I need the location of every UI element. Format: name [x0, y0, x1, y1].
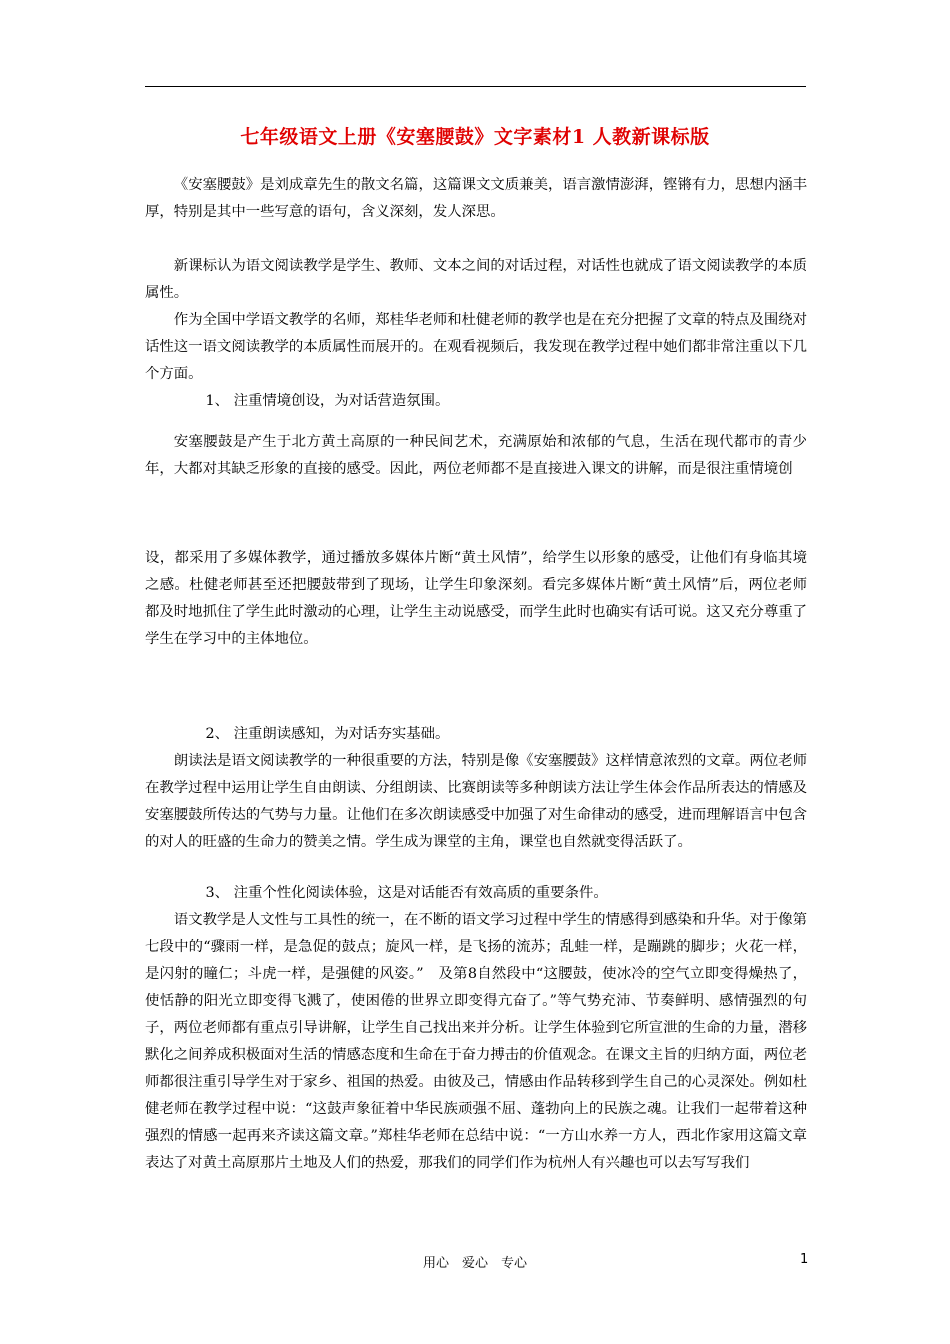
- paragraph-intro: 《安塞腰鼓》是刘成章先生的散文名篇，这篇课文文质兼美，语言激情澎湃，铿锵有力，思想内涵丰厚，特别是其中一些写意的语句，含义深刻，发人深思。: [145, 177, 807, 220]
- section-heading-2: 2、 注重朗读感知，为对话夯实基础。: [205, 726, 450, 742]
- paragraph-teachers: 作为全国中学语文教学的名师，郑桂华老师和杜健老师的教学也是在充分把握了文章的特点及围绕对话性这一语文阅读教学的本质属性而展开的。在观看视频后，我发现在教学过程中她们都非常注重以下几个方面。: [145, 312, 807, 382]
- paragraph-multimedia: 设，都采用了多媒体教学，通过播放多媒体片断“黄土风情”，给学生以形象的感受，让他们有身临其境之感。杜健老师甚至还把腰鼓带到了现场，让学生印象深刻。看完多媒体片断“黄土风情”后，两位老师都及时地抓住了学生此时激动的心理，让学生主动说感受，而学生此时也确实有话可说。这又充分尊重了学生在学习中的主体地位。: [145, 550, 807, 647]
- section-heading-1: 1、 注重情境创设，为对话营造氛围。: [205, 393, 450, 409]
- page-number: 1: [800, 1252, 809, 1267]
- paragraph-reading: 朗读法是语文阅读教学的一种很重要的方法，特别是像《安塞腰鼓》这样情意浓烈的文章。两位老师在教学过程中运用让学生自由朗读、分组朗读、比赛朗读等多种朗读方法让学生体会作品所表达的情感及安塞腰鼓所传达的气势与力量。让他们在多次朗读感受中加强了对生命律动的感受，进而理解语言中包含的对人的旺盛的生命力的赞美之情。学生成为课堂的主角，课堂也自然就变得活跃了。: [145, 753, 807, 850]
- document-body: [145, 172, 807, 1177]
- footer-slogan: 用心 爱心 专心: [422, 1256, 527, 1271]
- header-rule: [145, 86, 806, 87]
- paragraph-curriculum: 新课标认为语文阅读教学是学生、教师、文本之间的对话过程，对话性也就成了语文阅读教学的本质属性。: [145, 258, 807, 301]
- document-title: 七年级语文上册《安塞腰鼓》文字素材1 人教新课标版: [240, 126, 710, 148]
- paragraph-experience: 语文教学是人文性与工具性的统一，在不断的语文学习过程中学生的情感得到感染和升华。对于像第七段中的“骤雨一样，是急促的鼓点；旋风一样，是飞扬的流苏；乱蛙一样，是蹦跳的脚步；火花一样，是闪射的瞳仁；斗虎一样，是强健的风姿。” 及第8自然段中“这腰鼓，使冰冷的空气立即变得燥热了，使恬静的阳光立即变得飞溅了，使困倦的世界立即变得亢奋了。”等气势充沛、节奏鲜明、感情强烈的句子，两位老师都有重点引导讲解，让学生自己找出来并分析。让学生体验到它所宣泄的生命的力量，潜移默化之间养成积极面对生活的情感态度和生命在于奋力搏击的价值观念。在课文主旨的归纳方面，两位老师都很注重引导学生对于家乡、祖国的热爱。由彼及己，情感由作品转移到学生自己的心灵深处。例如杜健老师在教学过程中说：“这鼓声象征着中华民族顽强不屈、蓬勃向上的民族之魂。让我们一起带着这种强烈的情感一起再来齐读这篇文章。”郑桂华老师在总结中说：“一方山水养一方人，西北作家用这篇文章表达了对黄土高原那片土地及人们的热爱，那我们的同学们作为杭州人有兴趣也可以去写写我们: [145, 912, 807, 1171]
- section-heading-3: 3、 注重个性化阅读体验，这是对话能否有效高质的重要条件。: [205, 885, 608, 901]
- paragraph-context: 安塞腰鼓是产生于北方黄土高原的一种民间艺术，充满原始和浓郁的气息，生活在现代都市的青少年，大都对其缺乏形象的直接的感受。因此，两位老师都不是直接进入课文的讲解，而是很注重情境创: [145, 434, 807, 477]
